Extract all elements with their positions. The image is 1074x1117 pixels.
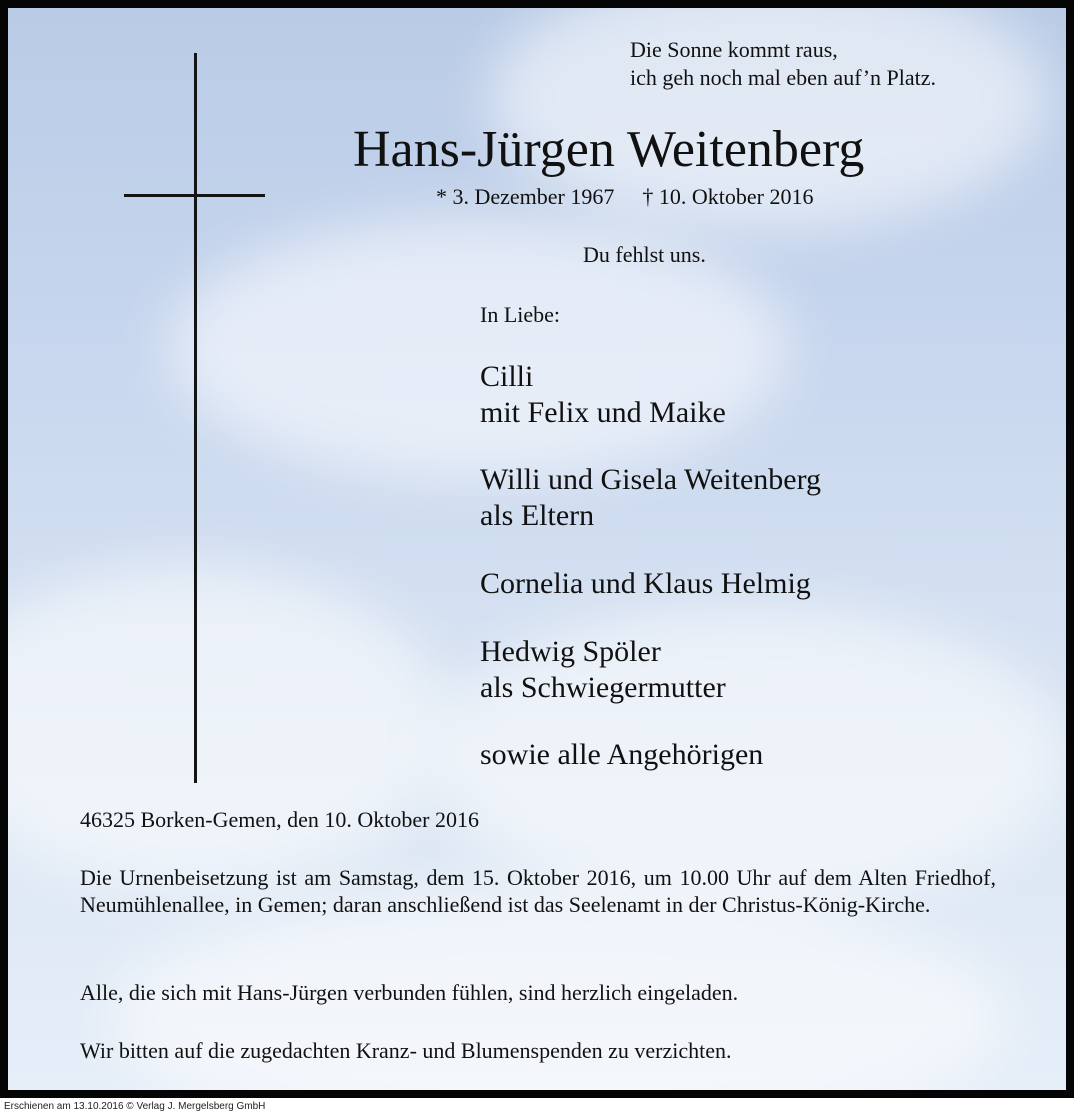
cloud-background bbox=[0, 568, 448, 888]
family-line: mit Felix und Maike bbox=[480, 396, 726, 429]
cross-vertical-bar bbox=[194, 53, 197, 783]
family-line: Willi und Gisela Weitenberg bbox=[480, 463, 822, 496]
family-entry bbox=[480, 737, 763, 773]
family-line: sowie alle Angehörigen bbox=[480, 738, 764, 771]
family-line: Cornelia und Klaus Helmig bbox=[480, 567, 811, 600]
cross-horizontal-bar bbox=[124, 194, 265, 197]
life-dates bbox=[436, 183, 813, 211]
family-entry bbox=[480, 634, 726, 706]
donation-note: Wir bitten auf die zugedachten Kranz- und Blumenspenden zu verzichten. bbox=[80, 1038, 732, 1063]
deceased-name: Hans-Jürgen Weitenberg bbox=[353, 121, 865, 178]
family-line: als Schwiegermutter bbox=[480, 671, 726, 704]
invitation-text: Alle, die sich mit Hans-Jürgen verbunden fühlen, sind herzlich eingeladen. bbox=[80, 980, 739, 1005]
place-and-date: 46325 Borken-Gemen, den 10. Oktober 2016 bbox=[80, 807, 479, 832]
family-line: als Eltern bbox=[480, 499, 595, 532]
quote-line: ich geh noch mal eben auf’n Platz. bbox=[630, 65, 937, 90]
quote-line: Die Sonne kommt raus, bbox=[630, 37, 838, 62]
death-date: † 10. Oktober 2016 bbox=[642, 184, 814, 209]
family-line: Hedwig Spöler bbox=[480, 635, 661, 668]
quote bbox=[630, 36, 936, 92]
publication-footer: Erschienen am 13.10.2016 © Verlag J. Mergelsberg GmbH bbox=[4, 1101, 266, 1112]
family-entry bbox=[480, 359, 726, 431]
funeral-details: Die Urnenbeisetzung ist am Samstag, dem 15. Oktober 2016, um 10.00 Uhr auf dem Alten Friedhof, Neumühlenallee, in Gemen; daran anschließend ist das Seelenamt in der Christus-König-Kirche. bbox=[80, 865, 996, 917]
family-entry bbox=[480, 566, 811, 602]
birth-date: * 3. Dezember 1967 bbox=[436, 184, 615, 209]
family-line: Cilli bbox=[480, 360, 534, 393]
missing-text: Du fehlst uns. bbox=[583, 242, 706, 267]
family-entry bbox=[480, 462, 821, 534]
in-love-label: In Liebe: bbox=[480, 302, 561, 327]
